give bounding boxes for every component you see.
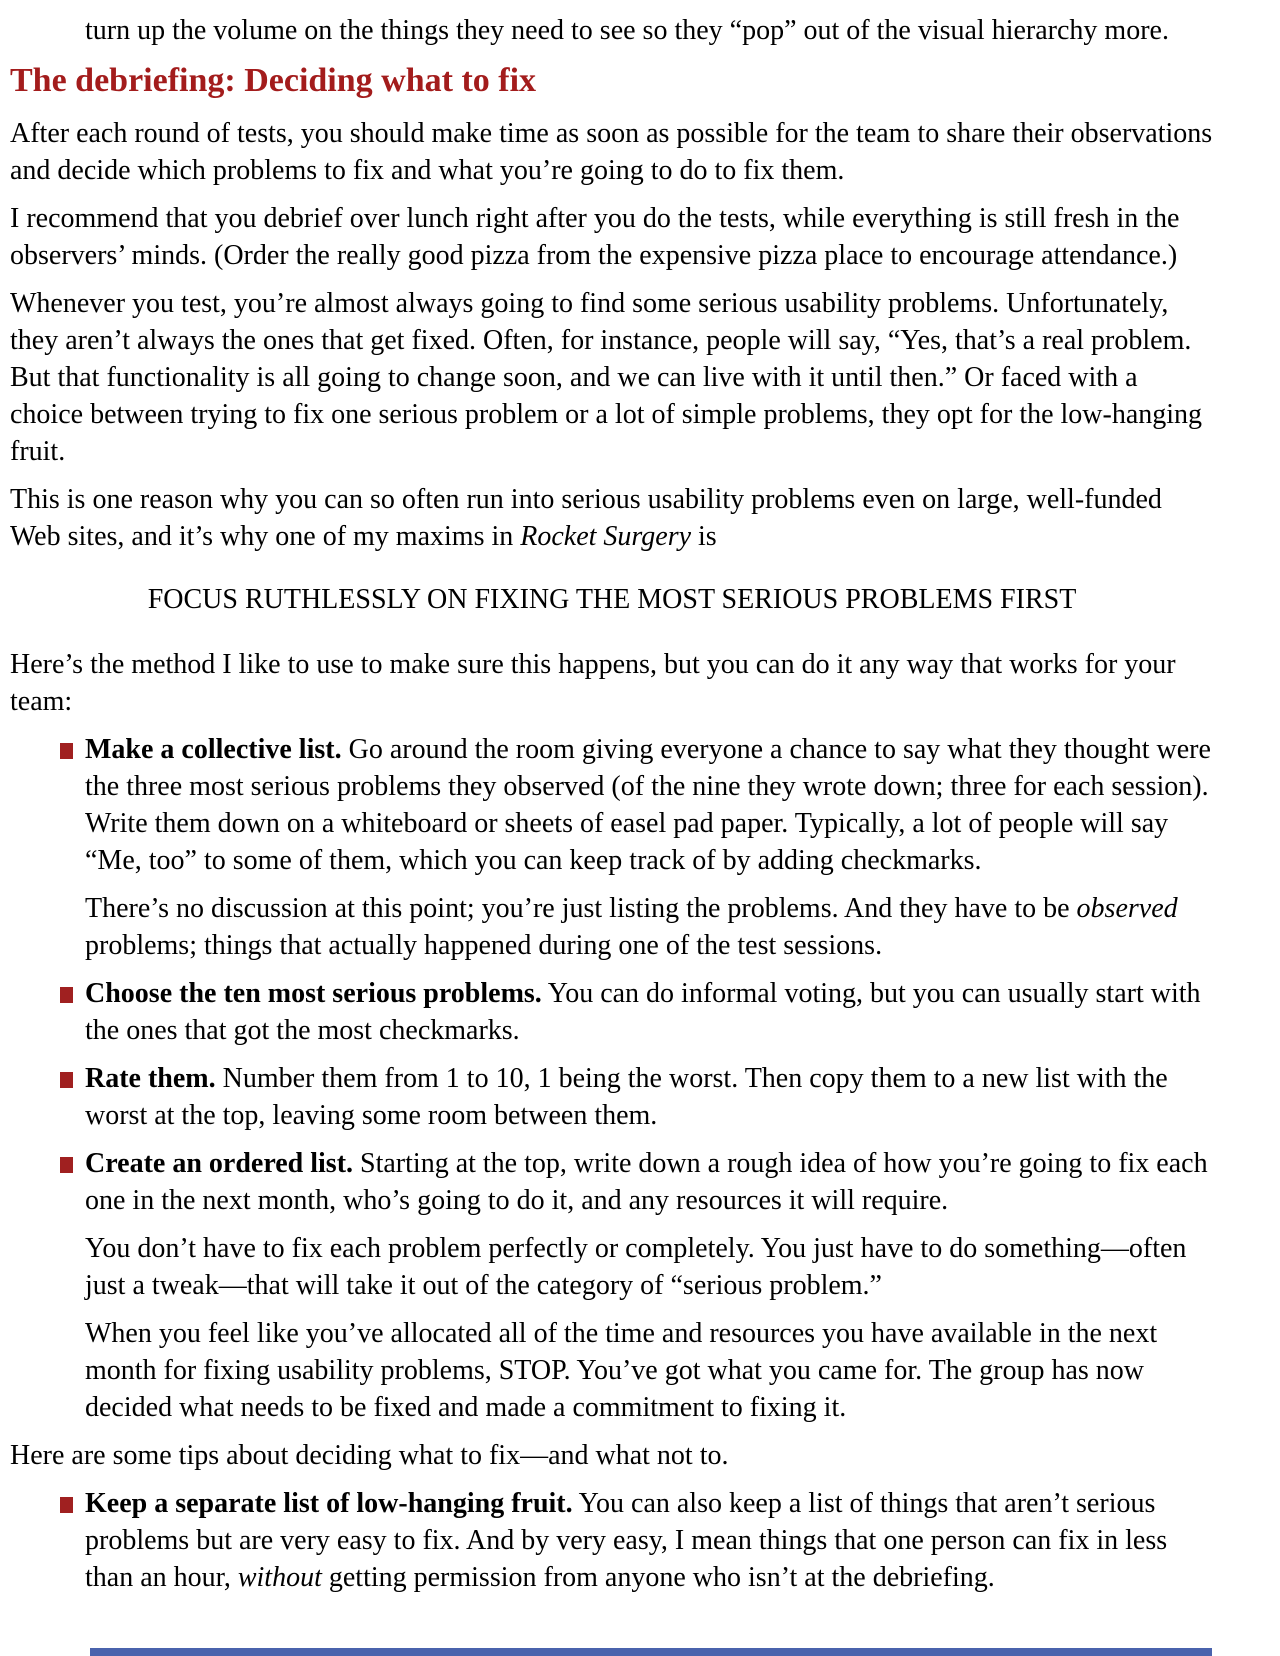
sub-paragraph: There’s no discussion at this point; you’re just listing the problems. And they have to be observed problems; things that actually happened during one of the test sessions. xyxy=(85,893,1178,961)
bullet-item xyxy=(10,1485,1214,1596)
bullet-item xyxy=(10,1145,1214,1219)
bullet-text: Make a collective list. Go around the room giving everyone a chance to say what they thought were the three most serious problems they observed (of the nine they wrote down; three for each session). Write them down on a whiteboard or sheets of easel pad paper. Typically, a lot of people will say “Me, too” to some of them, which you can keep track of by adding checkmarks. xyxy=(85,734,1211,876)
bullet-text: Create an ordered list. Starting at the top, write down a rough idea of how you’re going to fix each one in the next month, who’s going to do it, and any resources it will require. xyxy=(85,1148,1208,1216)
bullet-item xyxy=(10,731,1214,879)
bullet-square-icon xyxy=(60,1072,73,1088)
bullet-square-icon xyxy=(60,1157,73,1173)
page-content xyxy=(10,12,1214,1607)
paragraph: Here are some tips about deciding what to fix—and what not to. xyxy=(10,1440,729,1471)
bullet-square-icon xyxy=(60,987,73,1003)
paragraph: After each round of tests, you should make time as soon as possible for the team to share their observations and decide which problems to fix and what you’re going to do to fix them. xyxy=(10,118,1213,186)
bottom-bar xyxy=(90,1648,1212,1656)
continuation-line: turn up the volume on the things they need to see so they “pop” out of the visual hierarchy more. xyxy=(85,15,1169,46)
bullet-text: Keep a separate list of low-hanging fruit. You can also keep a list of things that aren’t serious problems but are very easy to fix. And by very easy, I mean things that one person can fix in less than an hour, without getting permission from anyone who isn’t at the debriefing. xyxy=(85,1488,1168,1593)
paragraph: Here’s the method I like to use to make sure this happens, but you can do it any way that works for your team: xyxy=(10,649,1176,717)
section-heading: The debriefing: Deciding what to fix xyxy=(10,62,537,99)
bullet-text: Rate them. Number them from 1 to 10, 1 being the worst. Then copy them to a new list with the worst at the top, leaving some room between them. xyxy=(85,1063,1168,1131)
bullet-text: Choose the ten most serious problems. You can do informal voting, but you can usually start with the ones that got the most checkmarks. xyxy=(85,978,1201,1046)
sub-paragraph: When you feel like you’ve allocated all of the time and resources you have available in the next month for fixing usability problems, STOP. You’ve got what you came for. The group has now decided what needs to be fixed and made a commitment to fixing it. xyxy=(85,1318,1158,1423)
maxim-line: FOCUS RUTHLESSLY ON FIXING THE MOST SERIOUS PROBLEMS FIRST xyxy=(147,584,1077,615)
paragraph: This is one reason why you can so often run into serious usability problems even on large, well-funded Web sites, and it’s why one of my maxims in Rocket Surgery is xyxy=(10,484,1162,552)
sub-paragraph: You don’t have to fix each problem perfectly or completely. You just have to do something—often just a tweak—that will take it out of the category of “serious problem.” xyxy=(85,1233,1187,1301)
bullet-square-icon xyxy=(60,743,73,759)
paragraph: Whenever you test, you’re almost always going to find some serious usability problems. Unfortunately, they aren’t always the ones that get fixed. Often, for instance, people will say, “Yes, that’s a real problem. But that functionality is all going to change soon, and we can live with it until then.” Or faced with a choice between trying to fix one serious problem or a lot of simple problems, they opt for the low-hanging fruit. xyxy=(10,288,1203,467)
bullet-square-icon xyxy=(60,1497,73,1513)
bullet-item xyxy=(10,975,1214,1049)
paragraph: I recommend that you debrief over lunch right after you do the tests, while everything is still fresh in the observers’ minds. (Order the really good pizza from the expensive pizza place to encourage attendance.) xyxy=(10,203,1180,271)
bullet-item xyxy=(10,1060,1214,1134)
